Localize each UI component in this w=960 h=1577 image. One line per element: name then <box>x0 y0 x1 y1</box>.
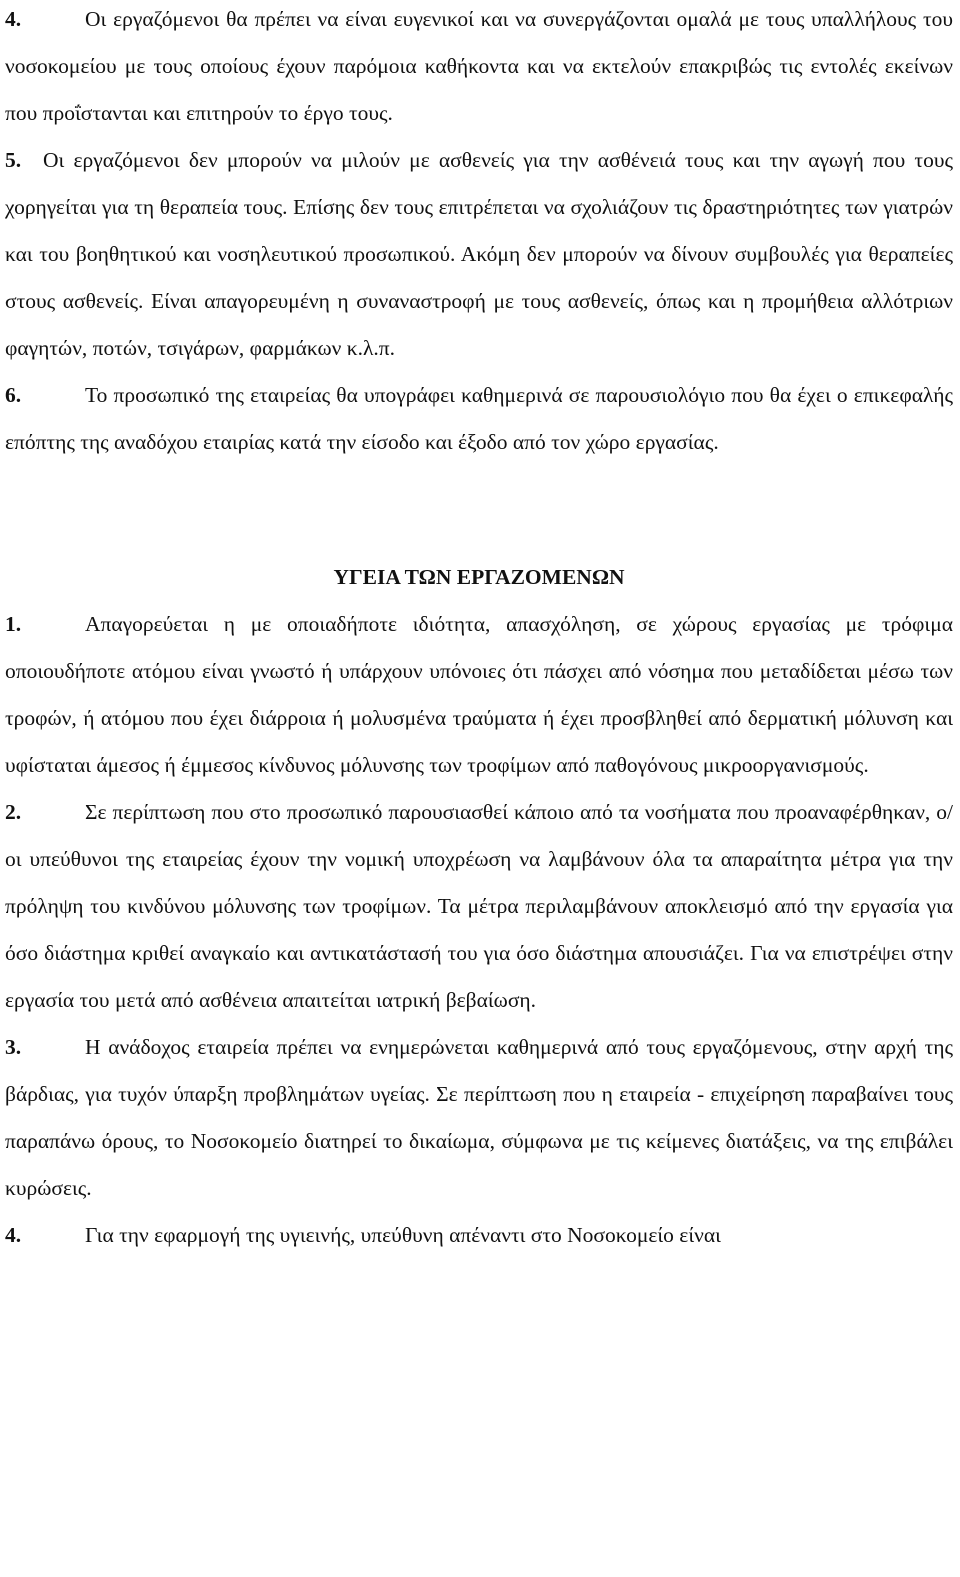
document-page <box>5 0 953 1577</box>
paragraph-4 <box>5 0 953 137</box>
health-paragraph-1 <box>5 601 953 789</box>
section-heading: ΥΓΕΙΑ ΤΩΝ ΕΡΓΑΖΟΜΕΝΩΝ <box>333 565 625 589</box>
paragraph-text: Οι εργαζόμενοι δεν μπορούν να μιλούν με ασθενείς για την ασθένειά τους και την αγωγή που τους χορηγείται για τη θεραπεία τους. Επίσης δεν τους επιτρέπεται να σχολιάζουν τις δραστηριότητες των γιατρών και του βοηθητικού και νοσηλευτικού προσωπικού. Ακόμη δεν μπορούν να δίνουν συμβουλές για θεραπείες στους ασθενείς. Είναι απαγορευμένη η συναναστροφή με τους ασθενείς, όπως και η προμήθεια αλλότριων φαγητών, ποτών, τσιγάρων, φαρμάκων κ.λ.π. <box>5 148 953 360</box>
paragraph-text: Σε περίπτωση που στο προσωπικό παρουσιασθεί κάποιο από τα νοσήματα που προαναφέρθηκαν, ο/οι υπεύθυνοι της εταιρείας έχουν την νομική υποχρέωση να λαμβάνουν όλα τα απαραίτητα μέτρα για την πρόληψη του κινδύνου μόλυνσης των τροφίμων. Τα μέτρα περιλαμβάνουν αποκλεισμό από την εργασία για όσο διάστημα κριθεί αναγκαίο και αντικατάστασή του για όσο διάστημα απουσιάζει. Για να επιστρέψει στην εργασία του μετά από ασθένεια απαιτείται ιατρική βεβαίωση. <box>5 800 953 1012</box>
paragraph-number: 4. <box>5 1223 22 1247</box>
paragraph-number: 1. <box>5 612 22 636</box>
health-paragraph-4 <box>5 1212 953 1259</box>
paragraph-number: 6. <box>5 383 22 407</box>
paragraph-text: Η ανάδοχος εταιρεία πρέπει να ενημερώνεται καθημερινά από τους εργαζόμενους, στην αρχή της βάρδιας, για τυχόν ύπαρξη προβλημάτων υγείας. Σε περίπτωση που η εταιρεία - επιχείρηση παραβαίνει τους παραπάνω όρους, το Νοσοκομείο διατηρεί το δικαίωμα, σύμφωνα με τις κείμενες διατάξεις, να της επιβάλει κυρώσεις. <box>5 1035 953 1200</box>
paragraph-number: 3. <box>5 1035 22 1059</box>
paragraph-text: Το προσωπικό της εταιρείας θα υπογράφει καθημερινά σε παρουσιολόγιο που θα έχει ο επικεφαλής επόπτης της αναδόχου εταιρίας κατά την είσοδο και έξοδο από τον χώρο εργασίας. <box>5 383 953 454</box>
paragraph-number: 5. <box>5 148 22 172</box>
paragraph-text: Απαγορεύεται η με οποιαδήποτε ιδιότητα, απασχόληση, σε χώρους εργασίας με τρόφιμα οποιουδήποτε ατόμου είναι γνωστό ή υπάρχουν υπόνοιες ότι πάσχει από νόσημα που μεταδίδεται μέσω των τροφών, ή ατόμου που έχει διάρροια ή μολυσμένα τραύματα ή έχει προσβληθεί από δερματική μόλυνση και υφίσταται άμεσος ή έμμεσος κίνδυνος μόλυνσης των τροφίμων από παθογόνους μικροοργανισμούς. <box>5 612 953 777</box>
paragraph-text: Για την εφαρμογή της υγιεινής, υπεύθυνη απέναντι στο Νοσοκομείο είναι <box>85 1223 721 1247</box>
paragraph-6 <box>5 372 953 466</box>
health-paragraph-2 <box>5 789 953 1024</box>
health-paragraph-3 <box>5 1024 953 1212</box>
paragraph-5 <box>5 137 953 372</box>
paragraph-text: Οι εργαζόμενοι θα πρέπει να είναι ευγενικοί και να συνεργάζονται ομαλά με τους υπαλλήλους του νοσοκομείου με τους οποίους έχουν παρόμοια καθήκοντα και να εκτελούν επακριβώς τις εντολές εκείνων που προΐστανται και επιτηρούν το έργο τους. <box>5 7 953 125</box>
paragraph-number: 2. <box>5 800 22 824</box>
paragraph-number: 4. <box>5 7 22 31</box>
